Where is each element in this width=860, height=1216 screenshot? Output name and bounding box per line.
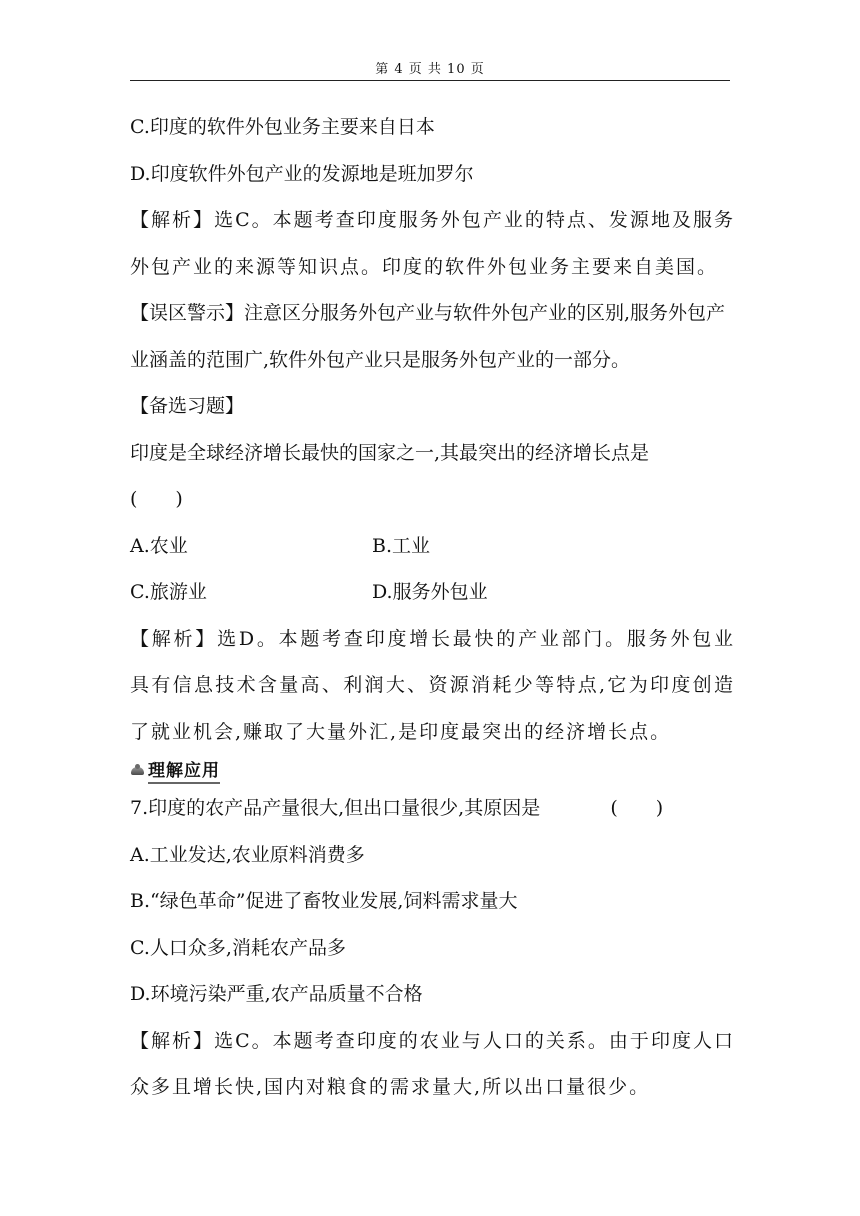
question-7-option-c: C.人口众多,消耗农产品多 <box>130 936 346 959</box>
backup-option-b: B.工业 <box>372 534 431 557</box>
analysis-paragraph-1: 【解析】选C。本题考查印度服务外包产业的特点、发源地及服务外包产业的来源等知识点。印度的软件外包业务主要来自美国。 <box>130 209 735 278</box>
backup-option-c: C.旅游业 <box>130 581 207 603</box>
question-7-stem: 7.印度的农产品产量很大,但出口量很少,其原因是 <box>130 797 541 819</box>
question-7-option-d: D.环境污染严重,农产品质量不合格 <box>130 983 423 1005</box>
option-d-prev: D.印度软件外包产业的发源地是班加罗尔 <box>130 162 474 185</box>
backup-answer-blank: ( ) <box>130 488 183 510</box>
header-divider <box>130 80 730 81</box>
page-header <box>130 58 730 77</box>
page-number-label: 第 4 页 共 10 页 <box>375 62 485 77</box>
question-7-analysis: 【解析】选C。本题考查印度的农业与人口的关系。由于印度人口众多且增长快,国内对粮食的需求量大,所以出口量很少。 <box>130 1029 735 1098</box>
backup-exercise-heading: 【备选习题】 <box>130 395 245 417</box>
section-heading-label: 理解应用 <box>148 756 220 784</box>
backup-options-row-2 <box>130 569 735 616</box>
document-body <box>130 104 735 1111</box>
question-7-option-b: B.“绿色革命”促进了畜牧业发展,饲料需求量大 <box>130 890 518 912</box>
warning-paragraph: 【误区警示】注意区分服务外包产业与软件外包产业的区别,服务外包产业涵盖的范围广,软件外包产业只是服务外包产业的一部分。 <box>130 302 726 371</box>
backup-analysis-paragraph: 【解析】选D。本题考查印度增长最快的产业部门。服务外包业具有信息技术含量高、利润大、资源消耗少等特点,它为印度创造了就业机会,赚取了大量外汇,是印度最突出的经济增长点。 <box>130 627 735 743</box>
question-7-answer-blank: ( ) <box>610 797 664 819</box>
section-marker-icon <box>130 763 146 777</box>
question-7-stem-row <box>130 785 735 832</box>
backup-options-row-1 <box>130 523 735 570</box>
backup-option-d: D.服务外包业 <box>372 581 488 603</box>
section-heading <box>130 755 735 785</box>
backup-option-a: A.农业 <box>130 534 188 557</box>
question-7-option-a: A.工业发达,农业原料消费多 <box>130 843 365 866</box>
backup-question-stem: 印度是全球经济增长最快的国家之一,其最突出的经济增长点是 <box>130 441 650 464</box>
option-c-prev: C.印度的软件外包业务主要来自日本 <box>130 116 435 138</box>
